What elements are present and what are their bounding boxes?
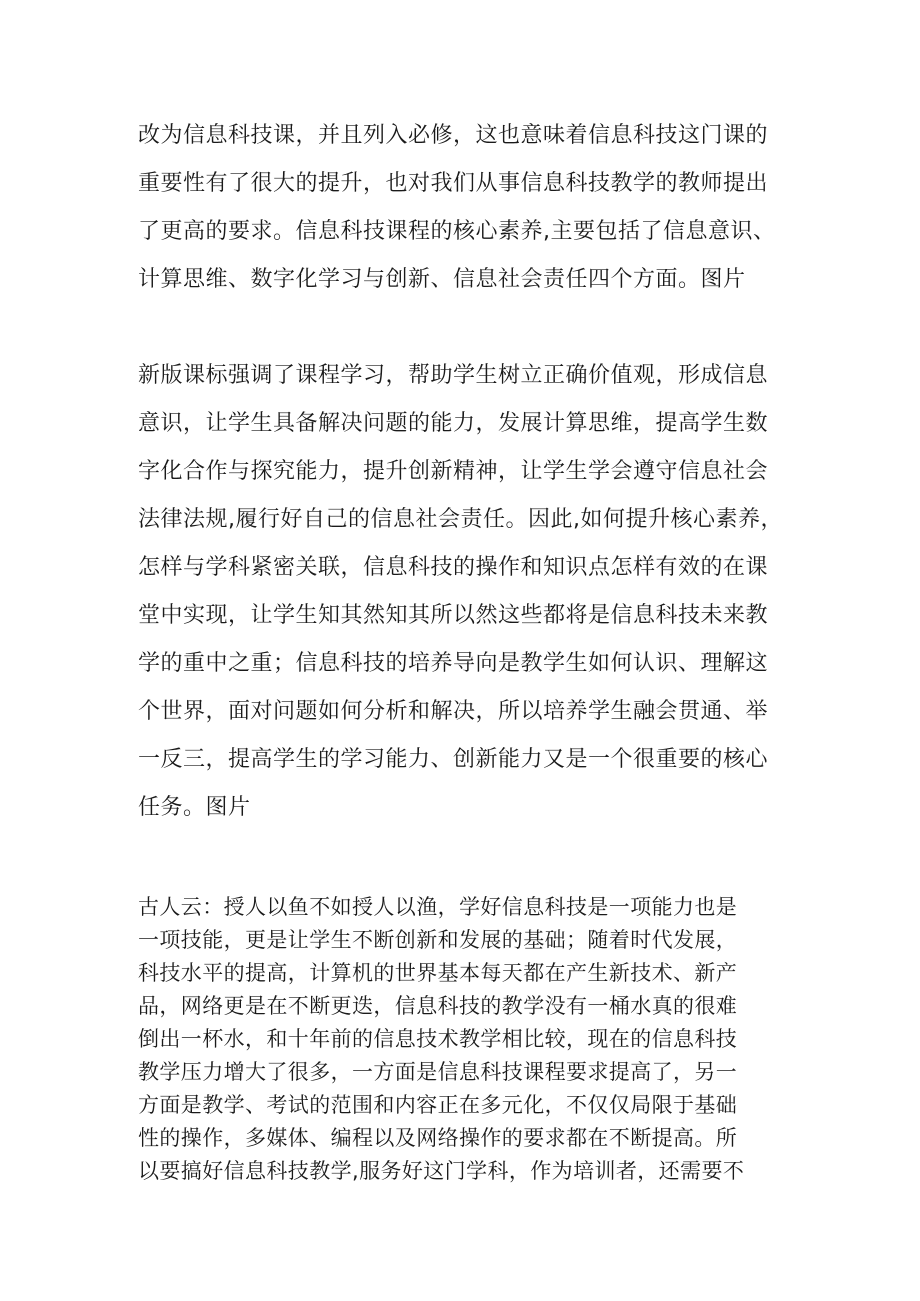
text-line: 计算思维、数字化学习与创新、信息社会责任四个方面。图片 bbox=[138, 267, 746, 292]
text-line: 学的重中之重；信息科技的培养导向是教学生如何认识、理解这 bbox=[138, 651, 769, 676]
text-line: 意识，让学生具备解决问题的能力，发展计算思维，提高学生数 bbox=[138, 411, 769, 436]
text-line: 古人云：授人以鱼不如授人以渔，学好信息科技是一项能力也是 bbox=[138, 895, 738, 919]
text-line: 新版课标强调了课程学习，帮助学生树立正确价值观，形成信息 bbox=[138, 363, 769, 388]
text-line: 法律法规,履行好自己的信息社会责任。因此,如何提升核心素养， bbox=[138, 507, 783, 532]
text-line: 方面是教学、考试的范围和内容正在多元化，不仅仅局限于基础 bbox=[138, 1093, 738, 1117]
text-line: 教学压力增大了很多，一方面是信息科技课程要求提高了，另一 bbox=[138, 1060, 738, 1084]
text-line: 改为信息科技课，并且列入必修，这也意味着信息科技这门课的 bbox=[138, 123, 769, 148]
paragraph-core-literacy bbox=[138, 112, 798, 304]
text-line: 品，网络更是在不断更迭，信息科技的教学没有一桶水真的很难 bbox=[138, 994, 738, 1018]
text-line: 个世界，面对问题如何分析和解决，所以培养学生融会贯通、举 bbox=[138, 699, 769, 724]
text-line: 怎样与学科紧密关联，信息科技的操作和知识点怎样有效的在课 bbox=[138, 555, 769, 580]
paragraph-new-curriculum bbox=[138, 352, 798, 832]
text-line: 一项技能，更是让学生不断创新和发展的基础；随着时代发展， bbox=[138, 928, 738, 952]
text-line: 倒出一杯水，和十年前的信息技术教学相比较，现在的信息科技 bbox=[138, 1027, 738, 1051]
text-line: 一反三，提高学生的学习能力、创新能力又是一个很重要的核心 bbox=[138, 747, 769, 772]
text-line: 了更高的要求。信息科技课程的核心素养,主要包括了信息意识、 bbox=[138, 219, 776, 244]
text-line: 以要搞好信息科技教学,服务好这门学科，作为培训者，还需要不 bbox=[138, 1159, 745, 1183]
text-line: 字化合作与探究能力，提升创新精神，让学生学会遵守信息社会 bbox=[138, 459, 769, 484]
text-line: 性的操作，多媒体、编程以及网络操作的要求都在不断提高。所 bbox=[138, 1126, 738, 1150]
text-line: 堂中实现，让学生知其然知其所以然这些都将是信息科技未来教 bbox=[138, 603, 769, 628]
text-line: 科技水平的提高，计算机的世界基本每天都在产生新技术、新产 bbox=[138, 961, 738, 985]
text-line: 任务。图片 bbox=[138, 795, 251, 820]
paragraph-ancient-saying bbox=[138, 891, 798, 1188]
text-line: 重要性有了很大的提升，也对我们从事信息科技教学的教师提出 bbox=[138, 171, 769, 196]
